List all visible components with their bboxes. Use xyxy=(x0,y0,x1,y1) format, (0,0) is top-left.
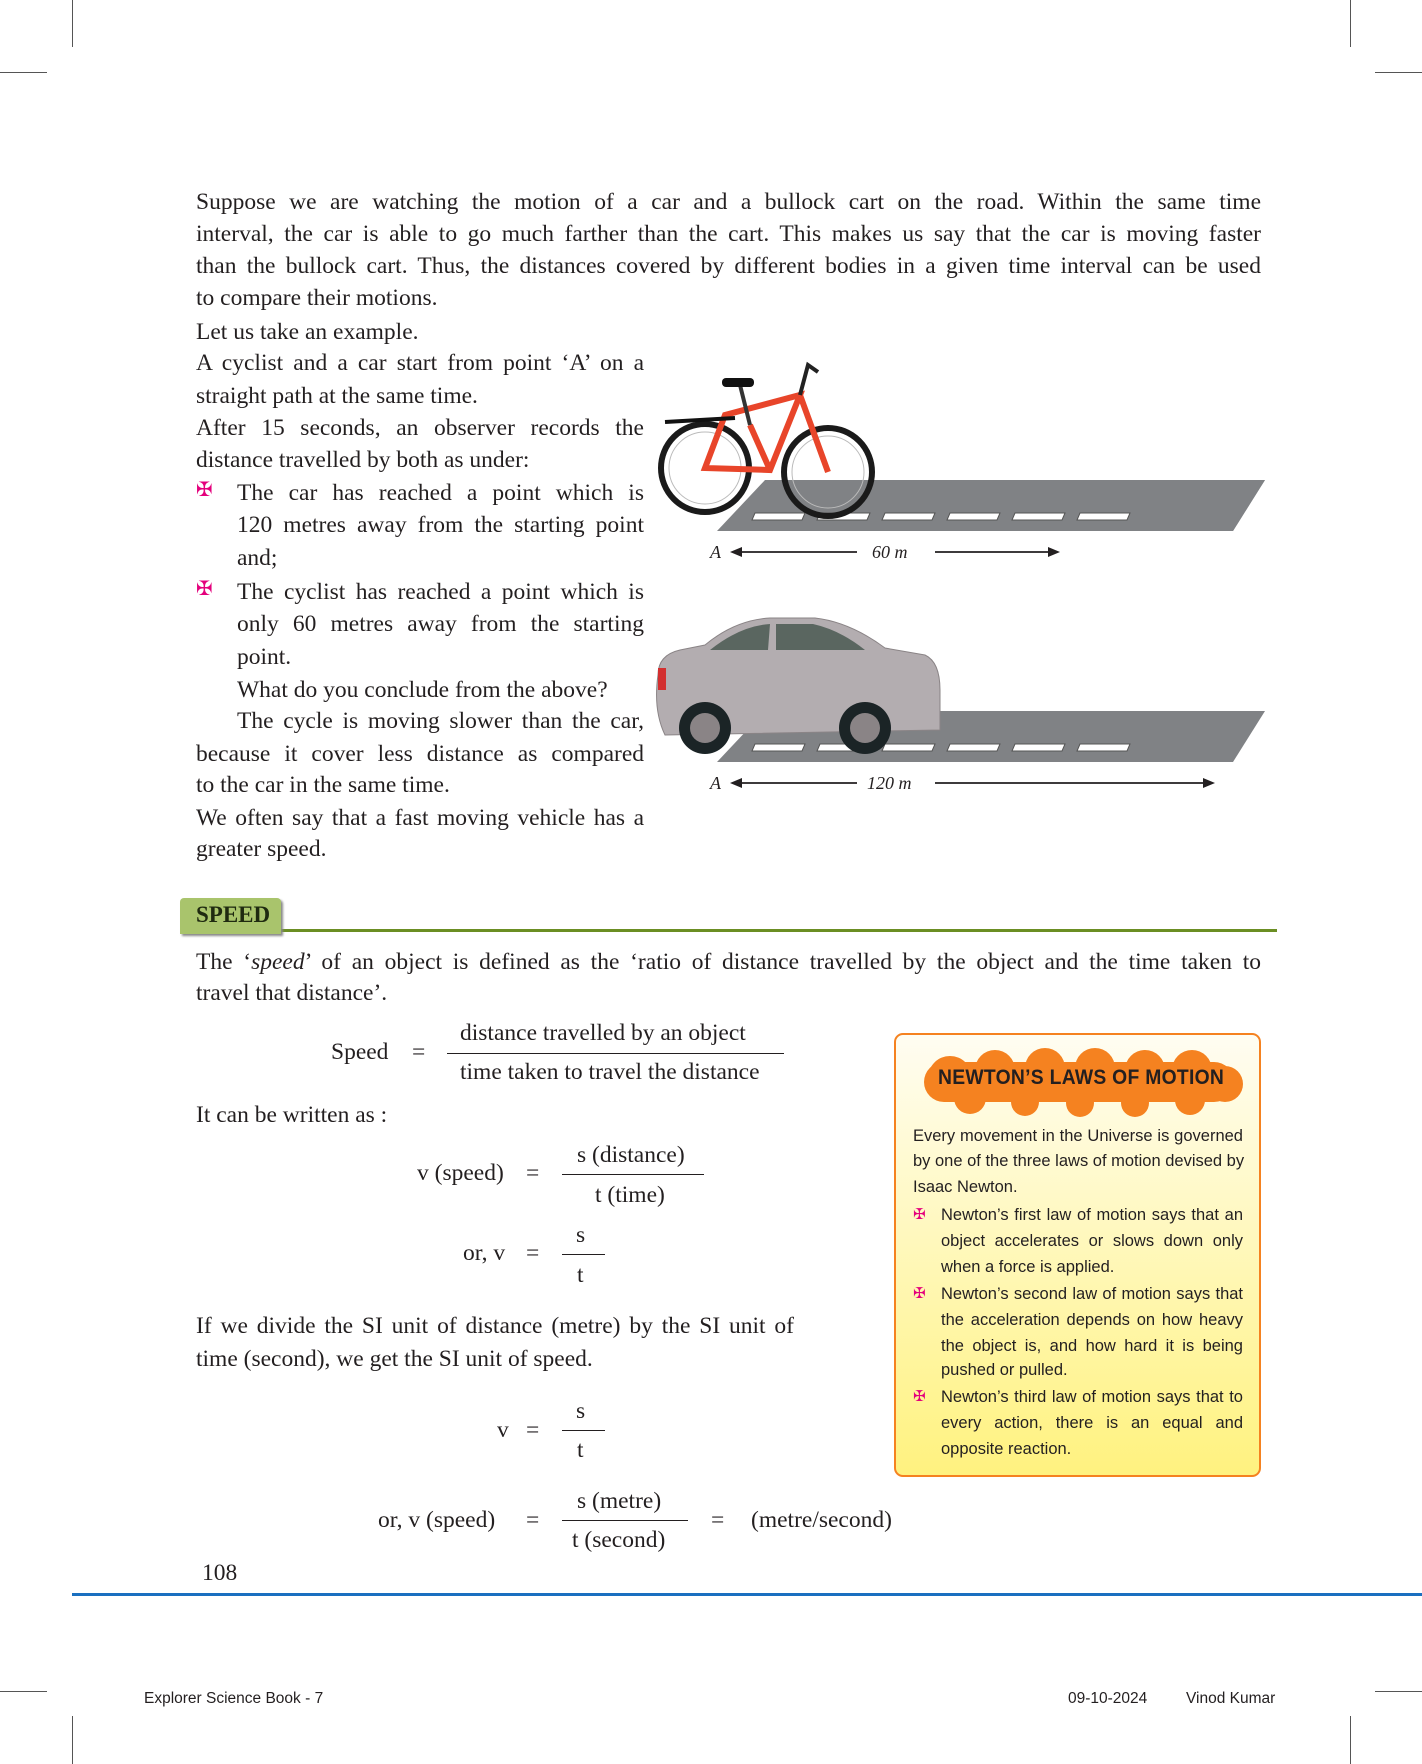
page-number: 108 xyxy=(202,1560,238,1586)
crop-mark xyxy=(72,1716,73,1764)
bullet-cross-icon: ✠ xyxy=(196,576,213,600)
text-line: A cyclist and a car start from point ‘A’ on a xyxy=(196,350,644,376)
text-line: We often say that a fast moving vehicle has a xyxy=(196,805,644,831)
eq5-equals: = xyxy=(526,1507,540,1533)
eq4-equals: = xyxy=(526,1417,540,1443)
intro-line: than the bullock cart. Thus, the distances covered by different bodies in a given time interval can be used xyxy=(196,253,1261,279)
newton-law-1: Newton’s first law of motion says that an xyxy=(941,1206,1243,1224)
fraction-bar xyxy=(562,1430,605,1431)
text-line: Let us take an example. xyxy=(196,319,419,345)
eq5-numerator: s (metre) xyxy=(577,1488,662,1514)
newton-law-2: pushed or pulled. xyxy=(941,1361,1068,1379)
speed-definition-line2: travel that distance’. xyxy=(196,980,388,1006)
newton-text: by one of the three laws of motion devised by xyxy=(913,1152,1245,1170)
text-line: straight path at the same time. xyxy=(196,383,478,409)
text-line: distance travelled by both as under: xyxy=(196,447,530,473)
written-as: It can be written as : xyxy=(196,1102,388,1128)
page-rule xyxy=(72,1593,1422,1596)
newton-law-2: the object is, and how hard it is being xyxy=(941,1337,1243,1355)
si-paragraph: time (second), we get the SI unit of speed. xyxy=(196,1346,593,1372)
point-a-label: A xyxy=(710,773,721,793)
eq1-denominator: time taken to travel the distance xyxy=(460,1059,760,1085)
eq5-lhs: or, v (speed) xyxy=(378,1507,496,1533)
bullet-cross-icon: ✠ xyxy=(913,1205,926,1223)
eq2-denominator: t (time) xyxy=(595,1182,665,1208)
footer-author: Vinod Kumar xyxy=(1186,1690,1276,1707)
footer-date: 09-10-2024 xyxy=(1068,1690,1148,1707)
newton-law-1: when a force is applied. xyxy=(941,1258,1115,1276)
def-text: ’ of an object is defined as the ‘ratio of distance travelled by the object and the time taken to xyxy=(304,949,1261,975)
car-distance-label: 120 m xyxy=(867,773,912,793)
footer-book: Explorer Science Book - 7 xyxy=(144,1690,324,1707)
newton-text: Isaac Newton. xyxy=(913,1178,1018,1196)
speed-definition xyxy=(196,947,1261,977)
crop-mark xyxy=(1350,0,1351,47)
car-distance-arrow xyxy=(730,778,1215,788)
fraction-bar xyxy=(562,1520,688,1521)
def-term: speed xyxy=(251,949,305,975)
eq5-denominator: t (second) xyxy=(572,1527,666,1553)
def-text: The ‘ xyxy=(196,949,252,975)
bike-distance-label: 60 m xyxy=(872,542,908,562)
eq1-numerator: distance travelled by an object xyxy=(460,1020,746,1046)
text-line: After 15 seconds, an observer records the xyxy=(196,415,644,441)
text-line: to the car in the same time. xyxy=(196,772,450,798)
text-line: The cycle is moving slower than the car, xyxy=(237,708,644,734)
motion-illustration xyxy=(650,350,1290,810)
eq4-lhs: v xyxy=(497,1417,509,1443)
text-line: greater speed. xyxy=(196,836,327,862)
eq5-rhs: (metre/second) xyxy=(751,1507,892,1533)
eq2-lhs: v (speed) xyxy=(417,1160,504,1186)
crop-mark xyxy=(1350,1716,1351,1764)
bullet-cross-icon: ✠ xyxy=(196,477,213,501)
point-a-label: A xyxy=(710,542,721,562)
crop-mark xyxy=(0,72,47,73)
eq4-denominator: t xyxy=(577,1437,584,1463)
eq2-numerator: s (distance) xyxy=(577,1142,685,1168)
eq2-equals: = xyxy=(526,1160,540,1186)
intro-line: interval, the car is able to go much farther than the cart. This makes us say that the car is moving faster xyxy=(196,221,1261,247)
bullet-line: 120 metres away from the starting point xyxy=(237,512,644,538)
crop-mark xyxy=(0,1691,47,1692)
section-tab xyxy=(180,898,281,934)
section-rule xyxy=(180,929,1277,932)
fraction-bar xyxy=(447,1053,784,1054)
intro-line: Suppose we are watching the motion of a car and a bullock cart on the road. Within the same time xyxy=(196,189,1261,215)
crop-mark xyxy=(72,0,73,47)
eq3-denominator: t xyxy=(577,1262,584,1288)
text-line: because it cover less distance as compared xyxy=(196,741,644,767)
eq3-lhs: or, v xyxy=(463,1240,506,1266)
eq3-equals: = xyxy=(526,1240,540,1266)
bullet-line: point. xyxy=(237,644,292,670)
newton-law-3: opposite reaction. xyxy=(941,1440,1072,1458)
bullet-line: The cyclist has reached a point which is xyxy=(237,579,644,605)
text-line: What do you conclude from the above? xyxy=(237,677,608,703)
newton-law-3: every action, there is an equal and xyxy=(941,1414,1243,1432)
eq5-equals-2: = xyxy=(711,1507,725,1533)
eq1-equals: = xyxy=(412,1039,426,1065)
intro-line: to compare their motions. xyxy=(196,285,438,311)
eq4-numerator: s xyxy=(576,1398,586,1424)
newton-law-2: the acceleration depends on how heavy xyxy=(941,1311,1243,1329)
newton-law-1: object accelerates or slows down only xyxy=(941,1232,1243,1250)
eq1-lhs: Speed xyxy=(331,1039,389,1065)
fraction-bar xyxy=(562,1254,605,1255)
bullet-line: and; xyxy=(237,545,278,571)
eq3-numerator: s xyxy=(576,1222,586,1248)
fraction-bar xyxy=(562,1174,704,1175)
newton-law-3: Newton’s third law of motion says that to xyxy=(941,1388,1243,1406)
crop-mark xyxy=(1375,72,1422,73)
section-title: SPEED xyxy=(196,902,271,927)
newton-text: Every movement in the Universe is governed xyxy=(913,1127,1243,1145)
bullet-line: only 60 metres away from the starting xyxy=(237,611,644,637)
bullet-cross-icon: ✠ xyxy=(913,1284,926,1302)
bullet-cross-icon: ✠ xyxy=(913,1387,926,1405)
crop-mark xyxy=(1375,1691,1422,1692)
newton-title: NEWTON’S LAWS OF MOTION xyxy=(938,1066,1225,1089)
si-paragraph: If we divide the SI unit of distance (metre) by the SI unit of xyxy=(196,1313,794,1339)
bullet-line: The car has reached a point which is xyxy=(237,480,644,506)
newton-law-2: Newton’s second law of motion says that xyxy=(941,1285,1243,1303)
